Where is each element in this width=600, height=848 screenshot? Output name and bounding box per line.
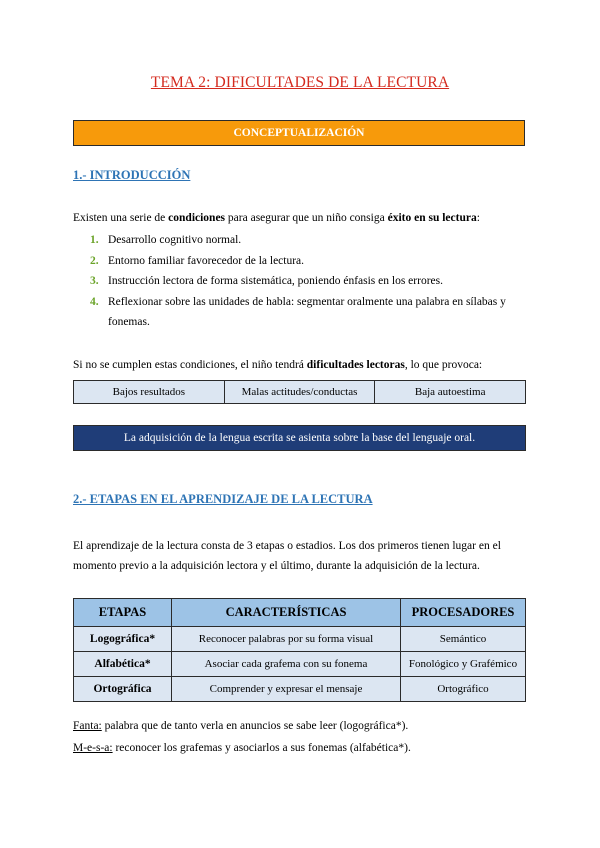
stage-cell: Ortográfica	[74, 677, 172, 702]
column-header: PROCESADORES	[401, 599, 526, 627]
consequence-box: Bajos resultados	[74, 381, 225, 403]
conditions-list	[90, 230, 530, 333]
characteristic-cell: Asociar cada grafema con su fonema	[172, 652, 401, 677]
table-header-row	[74, 599, 526, 627]
consequence-box: Baja autoestima	[375, 381, 525, 403]
processor-cell: Fonológico y Grafémico	[401, 652, 526, 677]
list-item	[90, 251, 530, 272]
list-item-text: Reflexionar sobre las unidades de habla: segmentar oralmente una palabra en sílabas y fonemas.	[108, 295, 506, 328]
stages-paragraph: El aprendizaje de la lectura consta de 3 etapas o estadios. Los dos primeros tienen lugar en el momento previo a la adquisición lectora y el último, durante la adquisición de la lectura.	[73, 540, 501, 572]
processor-cell: Semántico	[401, 627, 526, 652]
column-header: CARACTERÍSTICAS	[172, 599, 401, 627]
consequence-box: Malas actitudes/conductas	[225, 381, 376, 403]
processor-cell: Ortográfico	[401, 677, 526, 702]
intro-text: para asegurar que un niño consiga	[225, 212, 388, 224]
example-label: M-e-s-a:	[73, 742, 113, 754]
stage-cell: Alfabética*	[74, 652, 172, 677]
list-item	[90, 230, 530, 251]
table-row	[74, 677, 526, 702]
intro-emphasis: condiciones	[168, 212, 226, 224]
column-header: ETAPAS	[74, 599, 172, 627]
consequences-boxes	[73, 380, 526, 404]
document-title: TEMA 2: DIFICULTADES DE LA LECTURA	[150, 74, 450, 91]
table-row	[74, 652, 526, 677]
example-text: palabra que de tanto verla en anuncios se sabe leer (logográfica*).	[101, 720, 409, 732]
section-heading-introduction: 1.- INTRODUCCIÓN	[73, 168, 191, 182]
consequence-text: , lo que provoca:	[404, 359, 483, 371]
examples-notes	[73, 715, 411, 759]
characteristic-cell: Comprender y expresar el mensaje	[172, 677, 401, 702]
list-number: 4.	[90, 295, 99, 308]
conceptualization-banner: CONCEPTUALIZACIÓN	[73, 120, 525, 146]
example-note	[73, 715, 411, 737]
list-item-text: Entorno familiar favorecedor de la lectura.	[108, 254, 305, 267]
intro-text: Existen una serie de	[73, 212, 169, 224]
list-item-text: Desarrollo cognitivo normal.	[108, 234, 242, 246]
stages-table	[73, 598, 526, 702]
list-number: 2.	[90, 254, 99, 267]
consequence-text: Si no se cumplen estas condiciones, el niño tendrá	[73, 359, 307, 371]
table-row	[74, 627, 526, 652]
example-label: Fanta:	[73, 720, 102, 732]
characteristic-cell: Reconocer palabras por su forma visual	[172, 627, 401, 652]
consequence-paragraph	[73, 355, 533, 375]
list-number: 1.	[90, 234, 99, 246]
oral-language-banner: La adquisición de la lengua escrita se asienta sobre la base del lenguaje oral.	[73, 425, 526, 451]
example-note	[73, 737, 411, 759]
intro-paragraph	[73, 208, 533, 228]
stage-cell: Logográfica*	[74, 627, 172, 652]
list-item-text: Instrucción lectora de forma sistemática, poniendo énfasis en los errores.	[108, 275, 443, 287]
section-heading-stages: 2.- ETAPAS EN EL APRENDIZAJE DE LA LECTURA	[73, 492, 373, 506]
list-number: 3.	[90, 275, 99, 287]
intro-text: :	[476, 212, 480, 224]
consequence-emphasis: dificultades lectoras	[306, 359, 405, 371]
list-item	[90, 271, 530, 292]
example-text: reconocer los grafemas y asociarlos a sus fonemas (alfabética*).	[112, 742, 411, 754]
intro-emphasis: éxito en su lectura	[387, 212, 477, 224]
list-item	[90, 292, 530, 333]
